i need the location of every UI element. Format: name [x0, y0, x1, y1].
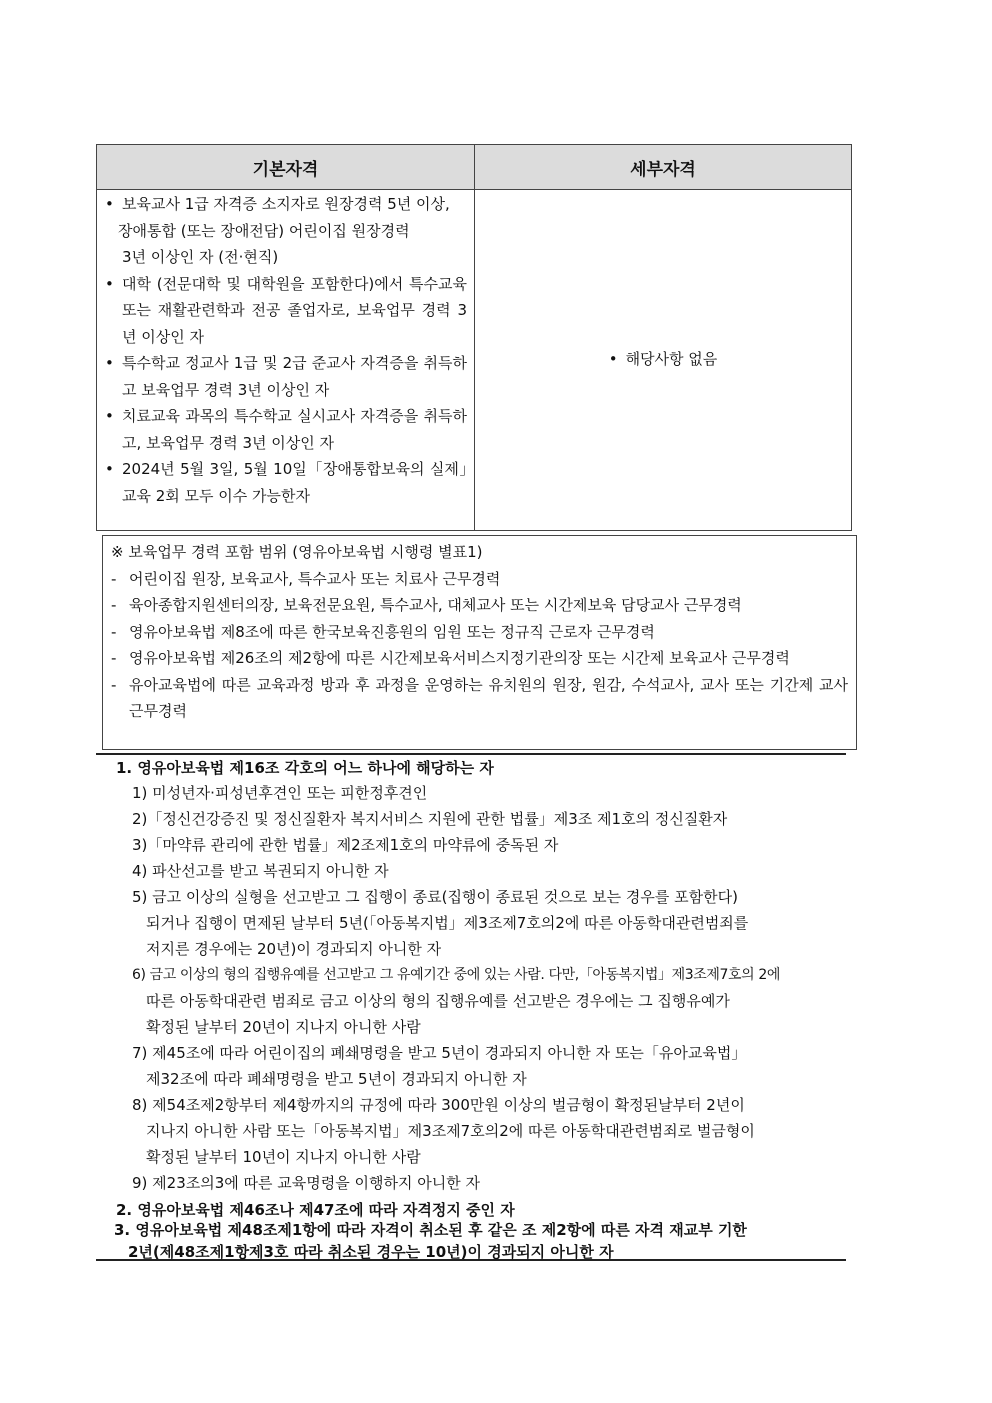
sub-reason-line: 제32조에 따라 폐쇄명령을 받고 5년이 경과되지 아니한 자 — [146, 1070, 527, 1088]
scope-item: - 육아종합지원센터의장, 보육전문요원, 특수교사, 대체교사 또는 시간제보육 담당교사 근무경력 — [111, 592, 848, 619]
basic-item-line: 장애통합 (또는 장애전담) 어린이집 원장경력 — [118, 221, 410, 240]
sub-reason-3: 3)「마약류 관리에 관한 법률」제2조제1호의 마약류에 중독된 자 — [132, 836, 559, 854]
basic-qualification-cell — [97, 190, 475, 531]
reason-2: 2. 영유아보육법 제46조나 제47조에 따라 자격정지 중인 자 — [116, 1201, 515, 1219]
sub-reason-6 — [132, 962, 832, 1040]
sub-reason-line: 확정된 날부터 10년이 지나지 아니한 사람 — [146, 1148, 421, 1166]
basic-item-line: 보육교사 1급 자격증 소지자로 원장경력 5년 이상, — [122, 195, 450, 213]
sub-reason-line: 5) 금고 이상의 실형을 선고받고 그 집행이 종료(집행이 종료된 것으로 보는 경우를 포함한다) — [132, 888, 738, 906]
reason-line: 2년(제48조제1항제3호 따라 취소된 경우는 10년)이 경과되지 아니한 자 — [128, 1243, 614, 1261]
reason-1: 1. 영유아보육법 제16조 각호의 어느 하나에 해당하는 자 — [116, 759, 494, 777]
qualification-table — [96, 144, 852, 531]
reason-line: 3. 영유아보육법 제48조제1항에 따라 자격이 취소된 후 같은 조 제2항에 따른 자격 재교부 기한 — [114, 1221, 747, 1239]
scope-item: - 영유아보육법 제26조의 제2항에 따른 시간제보육서비스지정기관의장 또는 시간제 보육교사 근무경력 — [111, 645, 848, 672]
sub-reason-line: 확정된 날부터 20년이 지나지 아니한 사람 — [146, 1018, 421, 1036]
sub-reason-line: 따른 아동학대관련 범죄로 금고 이상의 형의 집행유예를 선고받은 경우에는 그 집행유예가 — [146, 992, 730, 1010]
sub-reason-4: 4) 파산선고를 받고 복권되지 아니한 자 — [132, 862, 389, 880]
reason-3 — [114, 1219, 747, 1263]
basic-item — [97, 191, 474, 271]
detail-qualification-cell — [475, 190, 851, 531]
basic-item: • 2024년 5월 3일, 5월 10일「장애통합보육의 실제」교육 2회 모두 이수 가능한자 — [97, 456, 474, 509]
sub-reason-line: 저지른 경우에는 20년)이 경과되지 아니한 자 — [146, 940, 442, 958]
disqualification-section — [96, 753, 846, 1261]
sub-reason-5 — [132, 884, 832, 962]
basic-item: • 특수학교 정교사 1급 및 2급 준교사 자격증을 취득하고 보육업무 경력 3년 이상인 자 — [97, 350, 474, 403]
sub-reason-line: 되거나 집행이 면제된 날부터 5년(「아동복지법」제3조제7호의2에 따른 아동학대관련범죄를 — [146, 914, 749, 932]
header-basic-qualification: 기본자격 — [97, 145, 475, 189]
sub-reason-2: 2)「정신건강증진 및 정신질환자 복지서비스 지원에 관한 법률」제3조 제1호의 정신질환자 — [132, 810, 728, 828]
table-header — [97, 145, 851, 190]
career-scope-box — [102, 535, 857, 750]
sub-reason-8 — [132, 1092, 832, 1170]
scope-item: - 어린이집 원장, 보육교사, 특수교사 또는 치료사 근무경력 — [111, 566, 848, 593]
basic-item-line: 3년 이상인 자 (전·현직) — [122, 248, 279, 266]
basic-item: • 대학 (전문대학 및 대학원을 포함한다)에서 특수교육 또는 재활관련학과 전공 졸업자로, 보육업무 경력 3년 이상인 자 — [97, 271, 474, 351]
sub-reason-1: 1) 미성년자·피성년후견인 또는 피한정후견인 — [132, 784, 428, 802]
sub-reason-7 — [132, 1040, 832, 1092]
sub-reason-9: 9) 제23조의3에 따른 교육명령을 이행하지 아니한 자 — [132, 1174, 480, 1192]
scope-item: - 유아교육법에 따른 교육과정 방과 후 과정을 운영하는 유치원의 원장, 원감, 수석교사, 교사 또는 기간제 교사 근무경력 — [111, 672, 848, 725]
sub-reason-line: 8) 제54조제2항부터 제4항까지의 규정에 따라 300만원 이상의 벌금형이 확정된날부터 2년이 — [132, 1096, 745, 1114]
sub-reason-line: 7) 제45조에 따라 어린이집의 폐쇄명령을 받고 5년이 경과되지 아니한 자 또는「유아교육법」 — [132, 1044, 747, 1062]
bullet-icon: • — [608, 349, 618, 368]
scope-title: ※ 보육업무 경력 포함 범위 (영유아보육법 시행령 별표1) — [111, 543, 483, 561]
table-body — [97, 190, 851, 531]
header-detail-qualification: 세부자격 — [630, 159, 696, 180]
basic-item: • 치료교육 과목의 특수학교 실시교사 자격증을 취득하고, 보육업무 경력 3년 이상인 자 — [97, 403, 474, 456]
sub-reason-line: 지나지 아니한 사람 또는「아동복지법」제3조제7호의2에 따른 아동학대관련범죄로 벌금형이 — [146, 1122, 755, 1140]
detail-text: 해당사항 없음 — [625, 350, 718, 368]
scope-item: - 영유아보육법 제8조에 따른 한국보육진흥원의 임원 또는 정규직 근로자 근무경력 — [111, 619, 848, 646]
sub-reason-line: 6) 금고 이상의 형의 집행유예를 선고받고 그 유예기간 중에 있는 사람. 다만,「아동복지법」제3조제7호의 2에 — [132, 967, 780, 983]
